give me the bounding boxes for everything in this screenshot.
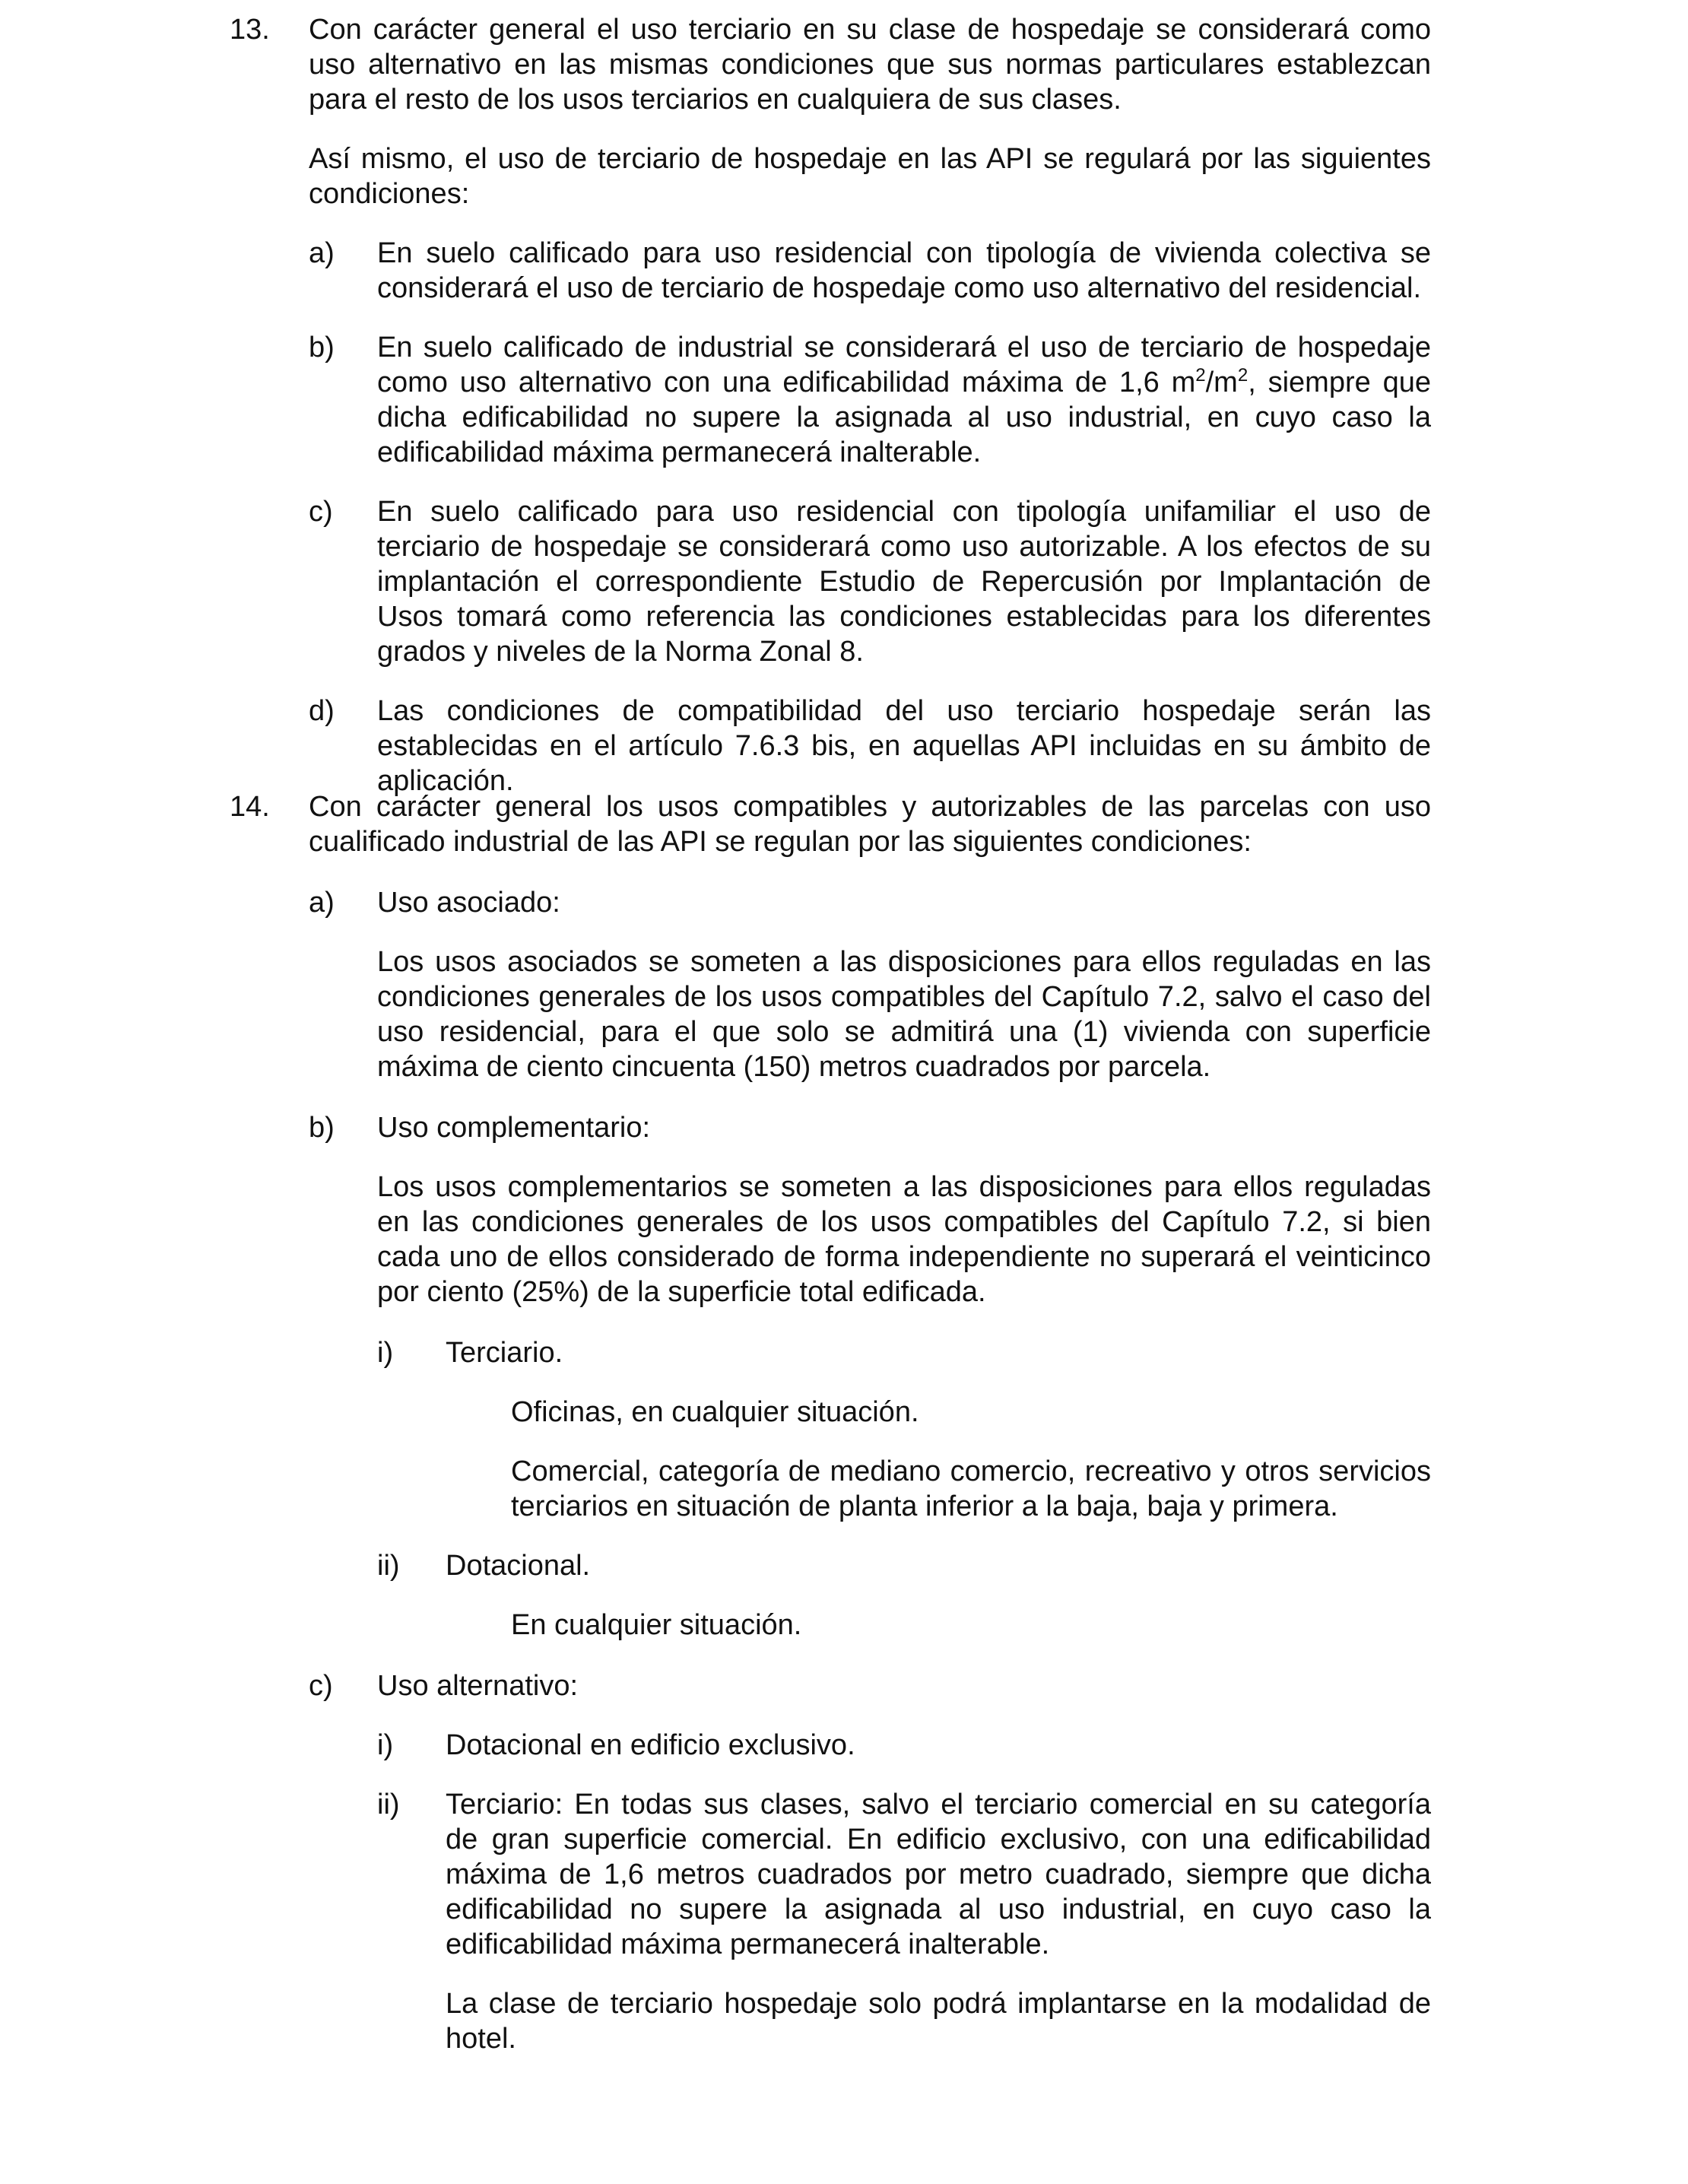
item-13d-paragraph: Las condiciones de compatibilidad del uso terciario hospedaje serán las establecidas en el artículo 7.6.3 bis, en aquellas API incluidas en su ámbito de aplicación. [377, 695, 1431, 797]
item-13-number: 13. [230, 14, 270, 46]
item-14a-label: a) [309, 887, 335, 919]
item-14b-ii-line1: En cualquier situación. [511, 1609, 802, 1641]
item-14-paragraph: Con carácter general los usos compatibles y autorizables de las parcelas con uso cualificado industrial de las API se regulan por las siguientes condiciones: [309, 791, 1431, 858]
item-13b-label: b) [309, 332, 335, 363]
item-14c-title: Uso alternativo: [377, 1670, 579, 1702]
item-14-number: 14. [230, 791, 270, 823]
item-14c-ii-label: ii) [377, 1789, 400, 1821]
item-14b-paragraph: Los usos complementarios se someten a las disposiciones para ellos reguladas en las condiciones generales de los usos compatibles del Capítulo 7.2, si bien cada uno de ellos considerado de forma independiente no superará el veinticinco por ciento (25%) de la superficie total edificada. [377, 1171, 1431, 1308]
item-13c-paragraph: En suelo calificado para uso residencial con tipología unifamiliar el uso de terciario de hospedaje se considerará como uso autorizable. A los efectos de su implantación el correspondiente Estudio de Repercusión por Implantación de Usos tomará como referencia las condiciones establecidas para los diferentes grados y niveles de la Norma Zonal 8. [377, 496, 1431, 668]
item-13a-label: a) [309, 237, 335, 269]
item-13-intro-paragraph: Así mismo, el uso de terciario de hospedaje en las API se regulará por las siguientes condiciones: [309, 143, 1431, 210]
item-13c-label: c) [309, 496, 333, 528]
item-14b-ii-label: ii) [377, 1550, 400, 1582]
item-14b-ii-title: Dotacional. [446, 1550, 591, 1582]
item-14b-title: Uso complementario: [377, 1112, 651, 1144]
item-13a-paragraph: En suelo calificado para uso residencial con tipología de vivienda colectiva se considerará el uso de terciario de hospedaje como uso alternativo del residencial. [377, 237, 1431, 304]
item-14b-i-label: i) [377, 1337, 394, 1369]
item-13-paragraph: Con carácter general el uso terciario en su clase de hospedaje se considerará como uso alternativo en las mismas condiciones que sus normas particulares establezcan para el resto de los usos terciarios en cualquiera de sus clases. [309, 14, 1431, 116]
item-14a-paragraph: Los usos asociados se someten a las disposiciones para ellos reguladas en las condiciones generales de los usos compatibles del Capítulo 7.2, salvo el caso del uso residencial, para el que solo se admitirá una (1) vivienda con superficie máxima de ciento cincuenta (150) metros cuadrados por parcela. [377, 946, 1431, 1083]
item-14c-ii-note: La clase de terciario hospedaje solo podrá implantarse en la modalidad de hotel. [446, 1988, 1431, 2055]
item-14a-title: Uso asociado: [377, 887, 560, 919]
item-14c-label: c) [309, 1670, 333, 1702]
item-14c-i-label: i) [377, 1729, 394, 1761]
item-14b-i-line1: Oficinas, en cualquier situación. [511, 1396, 919, 1428]
item-14b-label: b) [309, 1112, 335, 1144]
item-14c-i-paragraph: Dotacional en edificio exclusivo. [446, 1729, 855, 1761]
item-14b-i-title: Terciario. [446, 1337, 563, 1369]
item-13d-label: d) [309, 695, 335, 727]
item-14c-ii-paragraph: Terciario: En todas sus clases, salvo el terciario comercial en su categoría de gran superficie comercial. En edificio exclusivo, con una edificabilidad máxima de 1,6 metros cuadrados por metro cuadrado, siempre que dicha edificabilidad no supere la asignada al uso industrial, en cuyo caso la edificabilidad máxima permanecerá inalterable. [446, 1789, 1431, 1960]
item-13b-paragraph: En suelo calificado de industrial se considerará el uso de terciario de hospedaje como uso alternativo con una edificabilidad máxima de 1,6 $m^2/m^2$, siempre que dicha edificabilidad no supere la asignada al uso industrial, en cuyo caso la edificabilidad máxima permanecerá inalterable. [377, 332, 1432, 468]
item-14b-i-line2: Comercial, categoría de mediano comercio, recreativo y otros servicios terciarios en situación de planta inferior a la baja, baja y primera. [511, 1455, 1431, 1522]
